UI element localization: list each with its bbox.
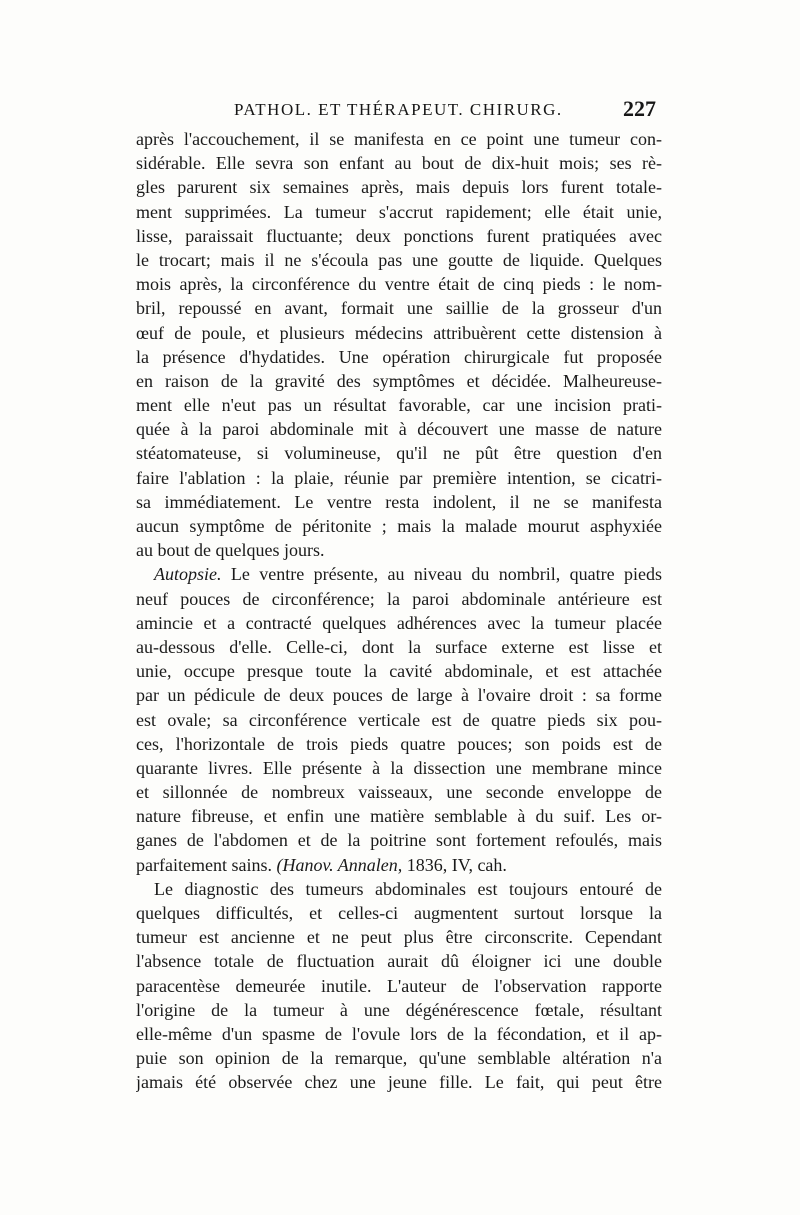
text-line: est ovale; sa circonférence verticale est de quatre pieds six pou-: [136, 709, 662, 730]
text-line: sa immédiatement. Le ventre resta indolent, il ne se manifesta: [136, 491, 662, 512]
text-line: sidérable. Elle sevra son enfant au bout de dix-huit mois; ses rè-: [136, 153, 662, 174]
text-line: et sillonnée de nombreux vaisseaux, une seconde enveloppe de: [136, 782, 662, 803]
text-line: tumeur est ancienne et ne peut plus être circonscrite. Cependant: [136, 927, 662, 948]
text-line-content: parfaitement sains.: [136, 854, 272, 875]
text-line-content: Le ventre présente, au niveau du nombril, quatre pieds: [230, 564, 662, 585]
text-line: unie, occupe presque toute la cavité abdominale, et est attachée: [136, 661, 662, 682]
text-line: quée à la paroi abdominale mit à découvert une masse de nature: [136, 419, 662, 440]
text-line: au bout de quelques jours.: [136, 540, 325, 561]
text-line: quarante livres. Elle présente à la dissection une membrane mince: [136, 757, 662, 778]
text-line: jamais été observée chez une jeune fille. Le fait, qui peut être: [136, 1072, 662, 1093]
text-line: nature fibreuse, et enfin une matière semblable à du suif. Les or-: [136, 806, 662, 827]
text-line: œuf de poule, et plusieurs médecins attribuèrent cette distension à: [136, 322, 662, 343]
page-number: 227: [623, 96, 656, 121]
text-line: stéatomateuse, si volumineuse, qu'il ne pût être question d'en: [136, 443, 662, 464]
text-line: mois après, la circonférence du ventre était de cinq pieds : le nom-: [136, 274, 662, 295]
autopsie-label: Autopsie.: [154, 564, 222, 585]
text-line: elle-même d'un spasme de l'ovule lors de la fécondation, et il ap-: [136, 1023, 662, 1044]
text-line: le trocart; mais il ne s'écoula pas une goutte de liquide. Quelques: [136, 249, 662, 270]
text-line: par un pédicule de deux pouces de large à l'ovaire droit : sa forme: [136, 685, 662, 706]
text-line: aucun symptôme de péritonite ; mais la malade mourut asphyxiée: [136, 516, 662, 536]
citation-source: (Hanov. Annalen,: [276, 854, 403, 875]
text-line: ment supprimées. La tumeur s'accrut rapidement; elle était unie,: [136, 201, 662, 222]
text-line-citation: [136, 853, 662, 877]
running-title: PATHOL. ET THÉRAPEUT. CHIRURG.: [234, 100, 563, 119]
text-line: faire l'ablation : la plaie, réunie par première intention, se cicatri-: [136, 467, 662, 488]
text-line: lisse, paraissait fluctuante; deux ponctions furent pratiquées avec: [136, 225, 662, 246]
text-line: neuf pouces de circonférence; la paroi abdominale antérieure est: [136, 588, 662, 609]
citation-detail: 1836, IV, cah.: [406, 854, 507, 875]
text-line: la présence d'hydatides. Une opération chirurgicale fut proposée: [136, 346, 662, 367]
text-line: en raison de la gravité des symptômes et décidée. Malheureuse-: [136, 370, 662, 391]
text-line: amincie et a contracté quelques adhérences avec la tumeur placée: [136, 612, 662, 633]
text-line: bril, repoussé en avant, formait une saillie de la grosseur d'un: [136, 298, 662, 319]
text-line: l'origine de la tumeur à une dégénérescence fœtale, résultant: [136, 999, 662, 1020]
text-line: gles parurent six semaines après, mais depuis lors furent totale-: [136, 177, 662, 198]
body-text: [136, 127, 662, 1095]
text-line: après l'accouchement, il se manifesta en ce point une tumeur con-: [136, 129, 662, 149]
text-line: Le diagnostic des tumeurs abdominales est toujours entouré de: [154, 878, 662, 899]
text-line: l'absence totale de fluctuation aurait dû éloigner ici une double: [136, 951, 662, 972]
text-line: au-dessous d'elle. Celle-ci, dont la surface externe est lisse et: [136, 636, 662, 657]
text-line: ganes de l'abdomen et de la poitrine sont fortement refoulés, mais: [136, 830, 662, 851]
text-line: ment elle n'eut pas un résultat favorable, car une incision prati-: [136, 395, 662, 416]
text-line: puie son opinion de la remarque, qu'une semblable altération n'a: [136, 1048, 662, 1069]
text-line: quelques difficultés, et celles-ci augmentent surtout lorsque la: [136, 903, 662, 923]
text-line: ces, l'horizontale de trois pieds quatre pouces; son poids est de: [136, 733, 662, 754]
text-line: paracentèse demeurée inutile. L'auteur de l'observation rapporte: [136, 975, 662, 996]
page-header: [136, 96, 656, 130]
text-line-autopsie: [136, 562, 662, 586]
